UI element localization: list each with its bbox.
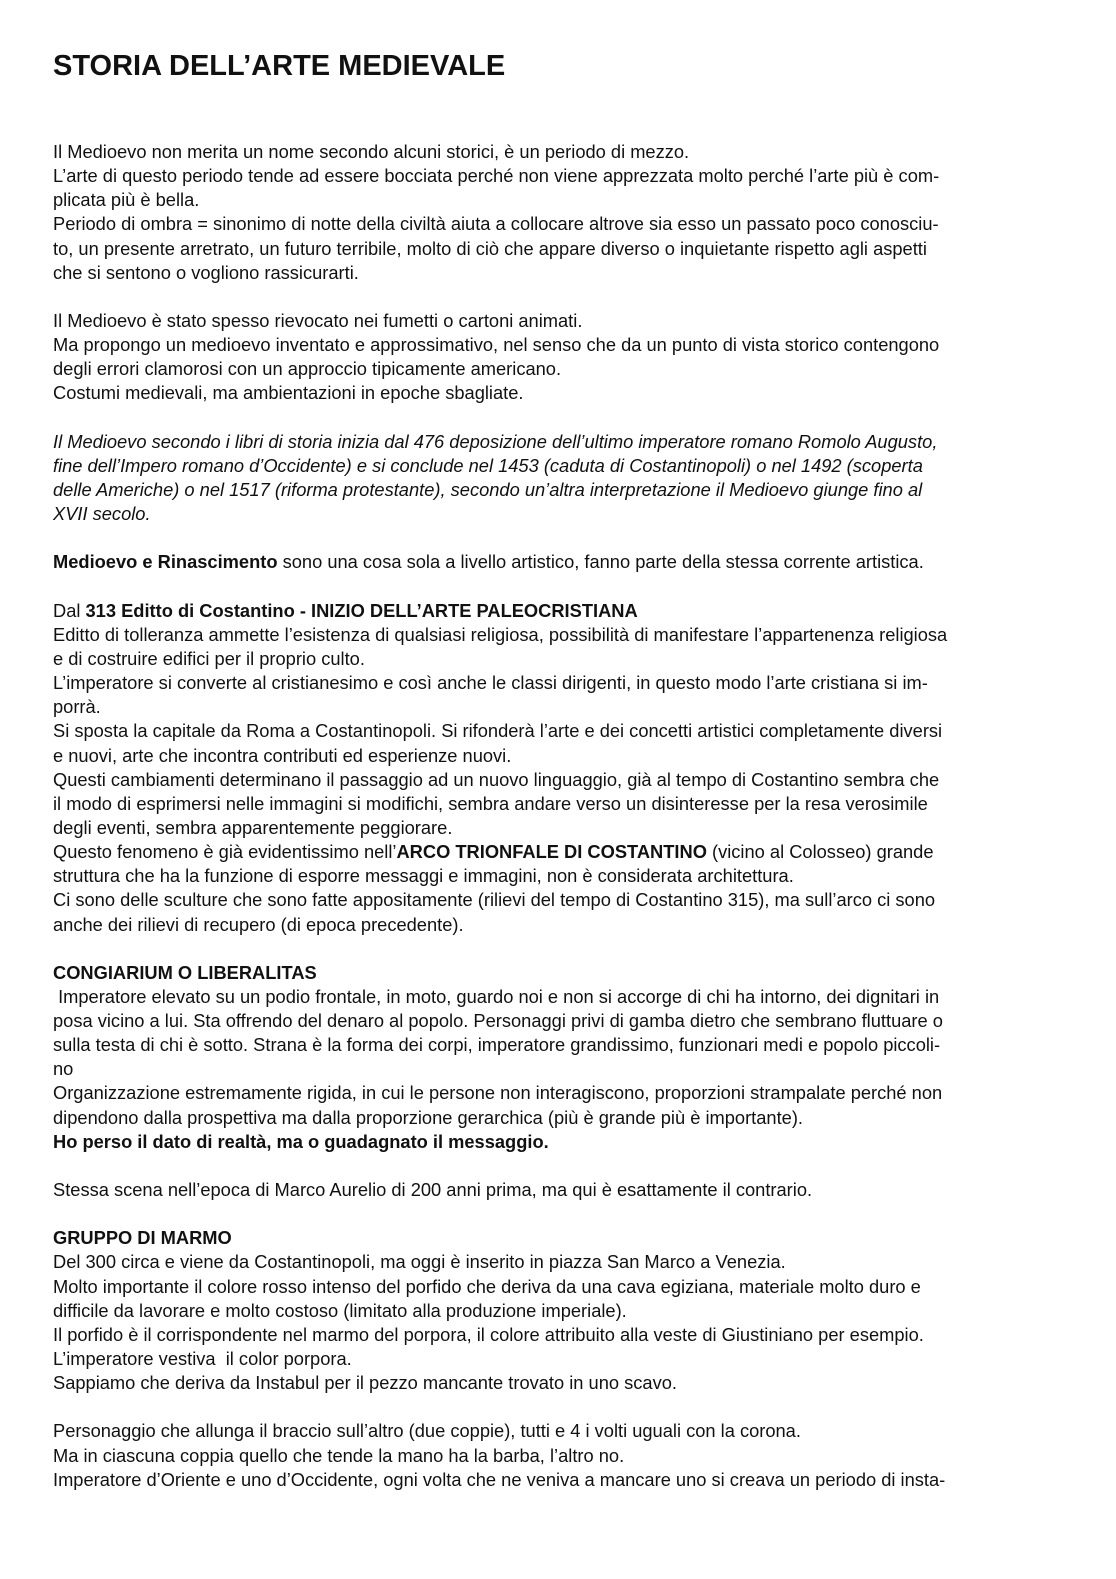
text-line: Stessa scena nell’epoca di Marco Aurelio di 200 anni prima, ma qui è esattamente il contrario. — [53, 1179, 813, 1201]
paragraph-dates — [53, 430, 1063, 527]
text-line: plicata più è bella. — [53, 189, 200, 211]
text-line: posa vicino a lui. Sta offrendo del denaro al popolo. Personaggi privi di gamba dietro che sembrano fluttuare o — [53, 1010, 943, 1032]
text-line: Imperatore d’Oriente e uno d’Occidente, ogni volta che ne veniva a mancare uno si creava un periodo di insta- — [53, 1468, 946, 1490]
text-line: dipendono dalla prospettiva ma dalla proporzione gerarchica (più è grande più è importante). — [53, 1106, 803, 1128]
text-line: Organizzazione estremamente rigida, in cui le persone non interagiscono, proporzioni strampalate perché non — [53, 1082, 943, 1104]
text-line: L’arte di questo periodo tende ad essere bocciata perché non viene apprezzata molto perché l’arte più è com- — [53, 165, 940, 187]
text-line: Personaggio che allunga il braccio sull’altro (due coppie), tutti e 4 i volti uguali con la corona. — [53, 1420, 801, 1442]
text-line: Si sposta la capitale da Roma a Costantinopoli. Si rifonderà l’arte e dei concetti artistici completamente diversi — [53, 720, 943, 742]
text-line: Ci sono delle sculture che sono fatte appositamente (rilievi del tempo di Costantino 315), ma sull’arco ci sono — [53, 889, 936, 911]
text-line: Il Medioevo secondo i libri di storia inizia dal 476 deposizione dell’ultimo imperatore romano Romolo Augusto, — [53, 430, 938, 452]
text-line: Molto importante il colore rosso intenso del porfido che deriva da una cava egiziana, materiale molto duro e — [53, 1275, 921, 1297]
paragraph-marco-aurelio — [53, 1178, 1063, 1202]
text-line: to, un presente arretrato, un futuro terribile, molto di ciò che appare diverso o inquietante rispetto agli aspetti — [53, 237, 927, 259]
text-line: Ma propongo un medioevo inventato e approssimativo, nel senso che da un punto di vista storico contengono — [53, 334, 940, 356]
inline-text: Dal — [53, 599, 86, 621]
text-line: sulla testa di chi è sotto. Strana è la forma dei corpi, imperatore grandissimo, funzionari medi e popolo piccoli- — [53, 1034, 941, 1056]
text-line: difficile da lavorare e molto costoso (limitato alla produzione imperiale). — [53, 1299, 627, 1321]
inline-text: sono una cosa sola a livello artistico, fanno parte della stessa corrente artistica. — [277, 551, 924, 573]
text-line: Il Medioevo è stato spesso rievocato nei fumetti o cartoni animati. — [53, 309, 583, 331]
text-line: Questi cambiamenti determinano il passaggio ad un nuovo linguaggio, già al tempo di Costantino sembra che — [53, 768, 940, 790]
bold-heading: CONGIARIUM O LIBERALITAS — [53, 961, 317, 983]
section-heading — [53, 961, 1063, 985]
document-body — [53, 140, 1063, 1492]
text-line: anche dei rilievi di recupero (di epoca precedente). — [53, 913, 464, 935]
paragraph-tetrarchi — [53, 1419, 1063, 1491]
text-line: Editto di tolleranza ammette l’esistenza di qualsiasi religiosa, possibilità di manifestare l’appartenenza religiosa — [53, 623, 948, 645]
text-line: XVII secolo. — [53, 503, 151, 525]
text-line: delle Americhe) o nel 1517 (riforma protestante), secondo un’altra interpretazione il Medioevo giunge fino al — [53, 478, 923, 500]
text-line: Costumi medievali, ma ambientazioni in epoche sbagliate. — [53, 382, 524, 404]
section-gruppo-di-marmo — [53, 1226, 1063, 1395]
text-line: no — [53, 1058, 74, 1080]
bold-statement: Ho perso il dato di realtà, ma o guadagnato il messaggio. — [53, 1130, 549, 1152]
paragraph-cartoons — [53, 309, 1063, 406]
text-line: e nuovi, arte che incontra contributi ed esperienze nuovi. — [53, 744, 512, 766]
text-line: Periodo di ombra = sinonimo di notte della civiltà aiuta a collocare altrove sia esso un passato poco conosciu- — [53, 213, 939, 235]
section-heading — [53, 599, 1063, 623]
text-line: che si sentono o vogliono rassicurarti. — [53, 261, 359, 283]
bold-term: ARCO TRIONFALE DI COSTANTINO — [396, 841, 707, 863]
text-line: degli eventi, sembra apparentemente peggiorare. — [53, 816, 453, 838]
bold-heading: GRUPPO DI MARMO — [53, 1227, 232, 1249]
text-line: Ma in ciascuna coppia quello che tende la mano ha la barba, l’altro no. — [53, 1444, 625, 1466]
text-line: struttura che ha la funzione di esporre messaggi e immagini, non è considerata architettura. — [53, 865, 794, 887]
text-line: fine dell’Impero romano d’Occidente) e si conclude nel 1453 (caduta di Costantinopoli) o nel 1492 (scoperta — [53, 454, 923, 476]
text-line: degli errori clamorosi con un approccio tipicamente americano. — [53, 358, 562, 380]
bold-heading: 313 Editto di Costantino - INIZIO DELL’ARTE PALEOCRISTIANA — [85, 599, 638, 621]
section-heading — [53, 1226, 1063, 1250]
paragraph-intro — [53, 140, 1063, 285]
text-line: Sappiamo che deriva da Instabul per il pezzo mancante trovato in uno scavo. — [53, 1372, 677, 1394]
text-line: Del 300 circa e viene da Costantinopoli, ma oggi è inserito in piazza San Marco a Venezia. — [53, 1251, 786, 1273]
text-line: Il Medioevo non merita un nome secondo alcuni storici, è un periodo di mezzo. — [53, 141, 690, 162]
text-line: il modo di esprimersi nelle immagini si modifichi, sembra andare verso un disinteresse per la resa verosimile — [53, 792, 928, 814]
text-line: e di costruire edifici per il proprio culto. — [53, 647, 365, 669]
text-line: L’imperatore si converte al cristianesimo e così anche le classi dirigenti, in questo modo l’arte cristiana si im- — [53, 672, 928, 694]
page-title: STORIA DELL’ARTE MEDIEVALE — [53, 50, 506, 82]
text-line: porrà. — [53, 696, 101, 718]
inline-text: (vicino al Colosseo) grande — [706, 841, 934, 863]
paragraph-rinascimento — [53, 550, 1063, 574]
text-line — [53, 1130, 1063, 1154]
section-editto-costantino — [53, 599, 1063, 937]
text-line — [53, 840, 1063, 864]
bold-term: Medioevo e Rinascimento — [53, 551, 278, 573]
inline-text: Questo fenomeno è già evidentissimo nell’ — [53, 841, 397, 863]
text-line: Il porfido è il corrispondente nel marmo del porpora, il colore attribuito alla veste di Giustiniano per esempio. — [53, 1323, 924, 1345]
text-line: Imperatore elevato su un podio frontale, in moto, guardo noi e non si accorge di chi ha intorno, dei dignitari in — [53, 985, 940, 1007]
text-line: L’imperatore vestiva il color porpora. — [53, 1348, 352, 1370]
section-congiarium — [53, 961, 1063, 1154]
text-line — [53, 550, 1063, 574]
